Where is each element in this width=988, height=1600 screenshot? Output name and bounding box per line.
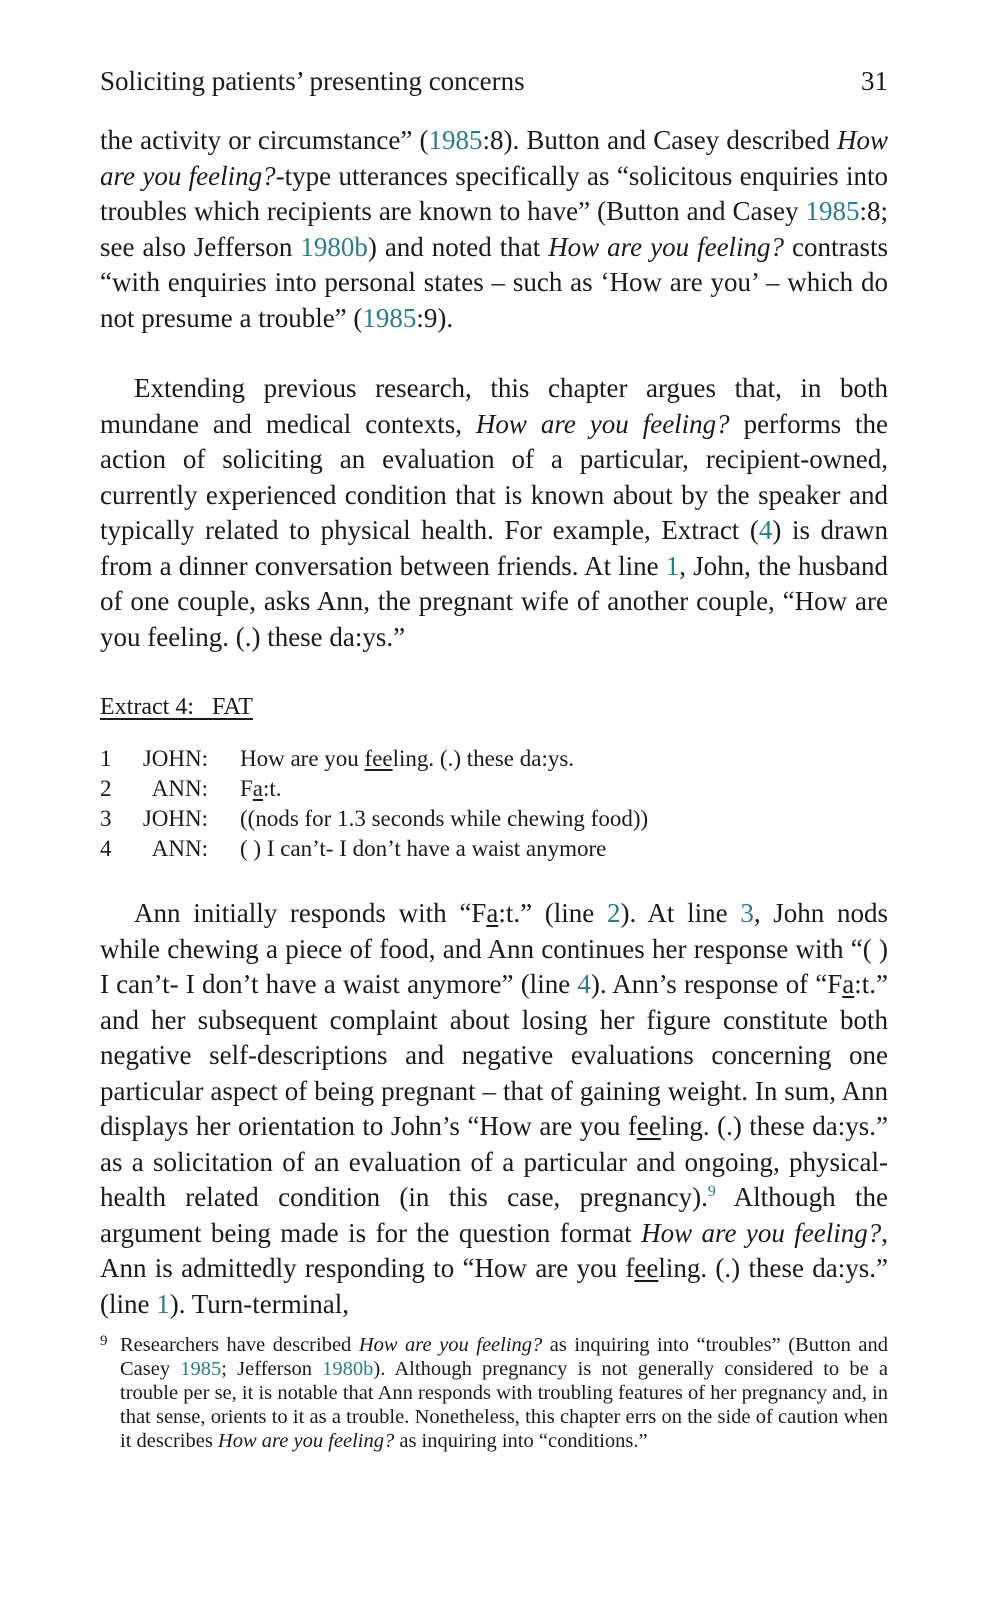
text-run: performs the action of soliciting an evaluation of a particular, recipient-owned, currently experienced condition that is known about by the speaker and typically related to physical health. For example, Extract ( — [100, 408, 889, 545]
text-run: ). Turn-terminal, — [169, 1288, 349, 1319]
footnote-reference[interactable]: 9 — [707, 1183, 716, 1200]
line-number: 1 — [100, 746, 112, 771]
line-link[interactable]: 1 — [156, 1288, 170, 1319]
footnote-number: 9 — [100, 1333, 108, 1349]
footnote-text — [120, 1333, 888, 1453]
transcript-line — [100, 834, 888, 864]
text-run: as inquiring into “troubles” (Button and Casey — [120, 1334, 888, 1380]
paragraph-2 — [100, 371, 888, 655]
utterance: ((nods for 1.3 seconds while chewing food)) — [240, 806, 649, 831]
utterance — [240, 774, 282, 804]
line-link[interactable]: 1 — [665, 550, 680, 581]
text-run: How are you — [240, 746, 365, 771]
page-number: 31 — [861, 66, 888, 96]
speaker-label: ANN: — [151, 836, 208, 861]
text-run: ling. (.) these da:ys.” as a solicitation of an evaluation of a particular and ongoing, physical-health related condition (in this case, pregnancy). — [100, 1111, 888, 1212]
text-run: ) and noted that — [367, 231, 549, 262]
paragraph-1 — [100, 123, 888, 336]
text-run: Extending previous research, this chapter argues that, in both mundane and medical contexts, — [100, 373, 888, 439]
line-number: 2 — [100, 776, 112, 801]
text-run: , John, the husband of one couple, asks Ann, the pregnant wife of another couple, “How are you feeling. (.) these da:ys.” — [100, 550, 889, 652]
utterance: ( ) I can’t- I don’t have a waist anymore — [240, 836, 607, 861]
italic-question: How are you feeling? — [475, 408, 730, 439]
paragraph-3 — [100, 896, 888, 1322]
speaker-label: ANN: — [151, 776, 208, 801]
speaker-label: JOHN: — [142, 746, 208, 771]
citation-link[interactable]: 1980b — [300, 231, 368, 262]
citation-link[interactable]: 1985 — [180, 1358, 222, 1380]
text-run: F — [240, 776, 253, 801]
text-run: ). At line — [620, 898, 741, 928]
transcript-line — [100, 804, 888, 834]
transcript-line — [100, 744, 888, 774]
text-run: ling. (.) these da:ys.” (line — [100, 1253, 888, 1319]
extract-heading — [100, 692, 253, 722]
speaker-label: JOHN: — [142, 806, 208, 831]
extract-title: FAT — [211, 694, 253, 720]
text-run: :t.” and her subsequent complaint about losing her figure constitute both negative self-descriptions and negative evaluations concerning one particular aspect of being pregnant – that of gaining weight. In sum, Ann displays her orientation to John’s “How are you f — [100, 969, 888, 1141]
text-run: ). Ann’s response of “F — [590, 969, 843, 999]
extract-label: Extract 4: — [100, 694, 194, 720]
citation-link[interactable]: 1985 — [805, 196, 860, 226]
line-link[interactable]: 3 — [740, 898, 754, 928]
italic-question: How are you feeling? — [100, 125, 888, 191]
stressed-syllable: a — [486, 898, 499, 928]
text-run: ; Jefferson — [221, 1358, 323, 1380]
text-run: , Ann is admittedly responding to “How are you f — [100, 1217, 889, 1283]
extract-link[interactable]: 4 — [758, 515, 773, 545]
text-run: :t.” (line — [498, 898, 607, 928]
line-link[interactable]: 4 — [577, 969, 591, 999]
utterance — [240, 744, 574, 774]
italic-question: How are you feeling? — [217, 1430, 395, 1452]
text-run: , John nods while chewing a piece of food, and Ann continues her response with “( ) I can’t- I don’t have a waist anymore” (line — [100, 898, 889, 999]
text-run: Researchers have described — [120, 1334, 359, 1356]
text-run: contrasts “with enquiries into personal states – such as ‘How are you’ – which do not presume a trouble” ( — [100, 231, 889, 333]
line-link[interactable]: 2 — [606, 898, 621, 928]
stressed-syllable: ee — [636, 1111, 661, 1141]
line-number: 3 — [100, 806, 112, 831]
text-run: the activity or circumstance” ( — [100, 125, 429, 155]
text-run: as inquiring into “conditions.” — [394, 1430, 648, 1452]
text-run: :8). Button and Casey described — [482, 125, 837, 155]
italic-question: How are you feeling? — [358, 1334, 543, 1356]
citation-link[interactable]: 1980b — [322, 1358, 374, 1380]
footnote — [100, 1333, 888, 1453]
text-run: ). Although pregnancy is not generally considered to be a trouble per se, it is notable that Ann responds with troubling features of her pregnancy and, in that sense, orients to it as a trouble. Nonetheless, this chapter errs on the side of caution when it describes — [120, 1358, 888, 1452]
stressed-syllable: ee — [634, 1253, 659, 1283]
stressed-syllable: a — [252, 776, 264, 801]
text-run: :8; see also Jefferson — [100, 196, 888, 262]
text-run: Although the argument being made is for the question format — [100, 1182, 888, 1248]
text-run: :9). — [416, 302, 454, 333]
chapter-title: Soliciting patients’ presenting concerns — [100, 66, 525, 96]
transcript-line — [100, 774, 888, 804]
citation-link[interactable]: 1985 — [362, 302, 417, 333]
text-run: ) is drawn from a dinner conversation between friends. At line — [100, 515, 888, 581]
italic-question: How are you feeling? — [641, 1217, 882, 1248]
text-run: ling. (.) these da:ys. — [392, 746, 575, 771]
text-run: -type utterances specifically as “solicitous enquiries into troubles which recipients are known to have” (Button and Casey — [100, 160, 888, 226]
text-run: Ann initially responds with “F — [134, 898, 487, 928]
stressed-syllable: fee — [364, 746, 393, 771]
citation-link[interactable]: 1985 — [428, 125, 483, 155]
transcript — [100, 744, 888, 864]
text-run: :t. — [263, 776, 282, 801]
stressed-syllable: a — [842, 969, 855, 999]
italic-question: How are you feeling? — [548, 231, 785, 262]
line-number: 4 — [100, 836, 112, 861]
